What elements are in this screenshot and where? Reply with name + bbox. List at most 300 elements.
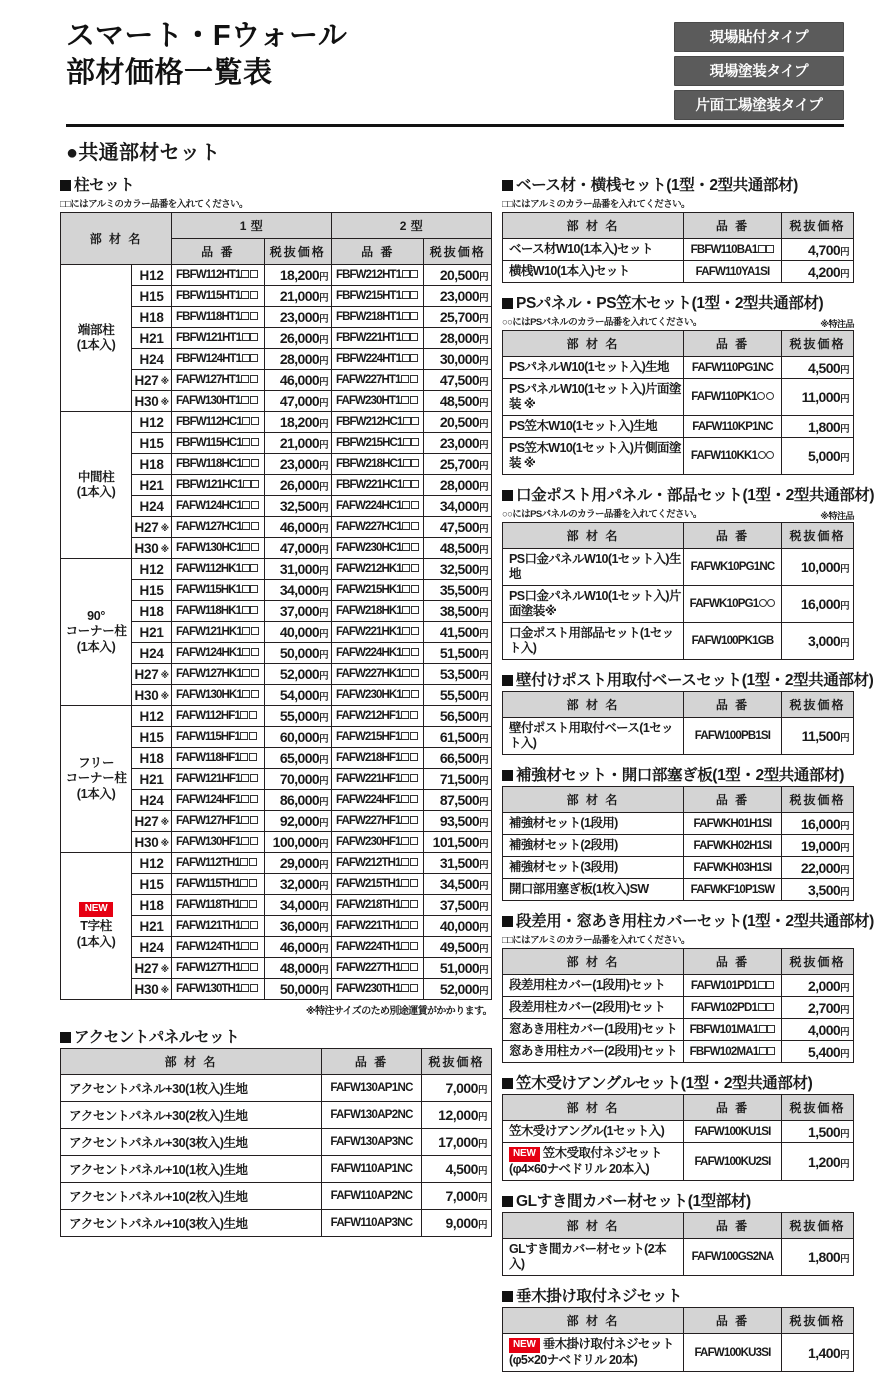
bullet-square-icon [60, 1032, 71, 1043]
price: 7,000円 [422, 1075, 492, 1102]
table-row [503, 813, 854, 835]
color-code-placeholder-icon [249, 753, 257, 761]
part-name-line: 口金ポスト用部品セット(1セット入) [509, 626, 674, 655]
height-label: H30 ※ [132, 832, 172, 853]
block-2 [502, 291, 854, 475]
new-badge: NEW [79, 902, 113, 917]
price-table [502, 330, 854, 475]
table-row [503, 1143, 854, 1181]
price: 4,200円 [782, 261, 854, 283]
product-code: FAFW130AP3NC [322, 1129, 422, 1156]
block-7 [502, 1071, 854, 1181]
product-code: FAFW100PB1SI [684, 718, 782, 755]
color-code-placeholder-icon [401, 396, 409, 404]
block-title-text: GLすき間カバー材セット(1型部材) [516, 1193, 751, 1210]
part-name [503, 813, 684, 835]
product-code: FAFW100KU3SI [684, 1334, 782, 1372]
product-code-type1: FAFW121TH1 [172, 916, 264, 937]
price-type1: 55,000円 [264, 706, 331, 727]
price-type2: 30,000円 [424, 349, 492, 370]
color-code-placeholder-icon [410, 312, 418, 320]
color-code-placeholder-icon [410, 921, 418, 929]
color-code-placeholder-icon [401, 816, 409, 824]
product-code: FAFW130AP1NC [322, 1075, 422, 1102]
color-code-placeholder-icon [402, 501, 410, 509]
price-table [502, 522, 854, 660]
color-code-placeholder-icon [250, 375, 258, 383]
price-type1: 26,000円 [264, 328, 331, 349]
color-code-placeholder-icon [250, 291, 258, 299]
height-label: H21 [132, 475, 172, 496]
group-label-line: フリー [78, 756, 115, 771]
bullet-square-icon [60, 180, 71, 191]
color-code-placeholder-icon [757, 392, 765, 400]
height-label: H27 ※ [132, 811, 172, 832]
color-code-placeholder-icon [251, 543, 259, 551]
block-title-text: 補強材セット・開口部塞ぎ板(1型・2型共通部材) [516, 767, 844, 784]
height-label: H15 [132, 433, 172, 454]
product-code: FBFW102MA1 [684, 1041, 782, 1063]
height-label: H21 [132, 769, 172, 790]
price-type1: 60,000円 [264, 727, 331, 748]
color-code-placeholder-icon [401, 984, 409, 992]
th-code-2: 品 番 [332, 239, 424, 265]
color-code-placeholder-icon [411, 438, 419, 446]
price-type2: 41,500円 [424, 622, 492, 643]
product-code: FAFW110KK1 [684, 438, 782, 475]
color-code-placeholder-icon [242, 606, 250, 614]
product-code-type2: FBFW212HT1 [332, 265, 424, 286]
color-code-placeholder-icon [242, 417, 250, 425]
bullet-square-icon [502, 916, 513, 927]
price-type2: 34,500円 [424, 874, 492, 895]
group-label-line: (1本入) [76, 934, 116, 949]
table-row [503, 261, 854, 283]
part-name-line: PS口金パネルW10(1セット入)片面塗装※ [509, 589, 681, 618]
price-type2: 93,500円 [424, 811, 492, 832]
height-label: H27 ※ [132, 517, 172, 538]
color-code-placeholder-icon [403, 480, 411, 488]
price-table [502, 1307, 854, 1372]
color-code-placeholder-icon [758, 451, 766, 459]
height-label: H18 [132, 601, 172, 622]
block-title-text: 柱セット [74, 177, 135, 194]
th-price: 税抜価格 [782, 523, 854, 549]
price-type1: 54,000円 [264, 685, 331, 706]
price: 7,000円 [422, 1183, 492, 1210]
product-code-type2: FAFW224HF1 [332, 790, 424, 811]
color-code-placeholder-icon [411, 417, 419, 425]
product-code-type1: FBFW118HC1 [172, 454, 264, 475]
price-type1: 52,000円 [264, 664, 331, 685]
color-code-placeholder-icon [251, 522, 259, 530]
color-code-placeholder-icon [410, 942, 418, 950]
group-label-line: 端部柱 [77, 322, 115, 337]
color-code-placeholder-icon [401, 795, 409, 803]
part-name-line: 段差用柱カバー(2段用)セット [509, 1000, 666, 1014]
color-code-placeholder-icon [410, 333, 418, 341]
color-code-placeholder-icon [242, 585, 250, 593]
height-label: H24 [132, 790, 172, 811]
table-row [503, 997, 854, 1019]
table-row [503, 1121, 854, 1143]
product-code-type2: FAFW230HF1 [332, 832, 424, 853]
price-table [502, 1212, 854, 1276]
price-type1: 100,000円 [264, 832, 331, 853]
pillar-group-label [61, 265, 132, 412]
pillar-price-table [60, 212, 492, 1000]
height-label: H27 ※ [132, 664, 172, 685]
product-code-type1: FBFW115HC1 [172, 433, 264, 454]
table-row [503, 1334, 854, 1372]
th-price: 税抜価格 [782, 1308, 854, 1334]
price-table [502, 212, 854, 283]
color-code-placeholder-icon [401, 942, 409, 950]
color-code-placeholder-icon [242, 333, 250, 341]
part-name [503, 438, 684, 475]
color-code-placeholder-icon [242, 669, 250, 677]
price-type2: 25,700円 [424, 307, 492, 328]
pillar-group-label [61, 559, 132, 706]
price-type1: 37,000円 [264, 601, 331, 622]
color-code-placeholder-icon [251, 459, 259, 467]
product-code-type2: FAFW227HF1 [332, 811, 424, 832]
th-part-name: 部 材 名 [503, 1095, 684, 1121]
table-row [503, 438, 854, 475]
price: 19,000円 [782, 835, 854, 857]
product-code-type2: FAFW224HC1 [332, 496, 424, 517]
color-code-placeholder-icon [251, 669, 259, 677]
block-note-row [502, 314, 854, 330]
product-code-type2: FAFW224HK1 [332, 643, 424, 664]
color-code-placeholder-icon [249, 711, 257, 719]
color-code-placeholder-icon [241, 291, 249, 299]
color-code-placeholder-icon [243, 480, 251, 488]
product-code-type1: FAFW115HK1 [172, 580, 264, 601]
asterisk-mark: ※ [158, 669, 169, 680]
product-code-type2: FAFW227HT1 [332, 370, 424, 391]
pillar-color-note: □□にはアルミのカラー品番を入れてください。 [60, 199, 248, 210]
height-label: H30 ※ [132, 979, 172, 1000]
price: 3,500円 [782, 879, 854, 901]
product-code-type2: FBFW224HT1 [332, 349, 424, 370]
color-code-placeholder-icon [251, 417, 259, 425]
height-label: H30 ※ [132, 391, 172, 412]
color-code-placeholder-icon [250, 837, 258, 845]
color-code-placeholder-icon [241, 774, 249, 782]
product-code-type1: FAFW124HC1 [172, 496, 264, 517]
th-price: 税抜価格 [782, 1213, 854, 1239]
color-code-placeholder-icon [403, 417, 411, 425]
asterisk-mark: ※ [158, 375, 169, 386]
table-row [61, 853, 492, 874]
table-row [503, 718, 854, 755]
color-code-placeholder-icon [250, 774, 258, 782]
block-note: □□にはアルミのカラー品番を入れてください。 [502, 935, 690, 946]
price-type2: 101,500円 [424, 832, 492, 853]
table-row [503, 239, 854, 261]
th-part-name: 部 材 名 [61, 1049, 322, 1075]
block-title-text: 口金ポスト用パネル・部品セット(1型・2型共通部材) [516, 487, 875, 504]
price-type2: 71,500円 [424, 769, 492, 790]
price-type2: 38,500円 [424, 601, 492, 622]
product-code-type1: FBFW124HT1 [172, 349, 264, 370]
color-code-placeholder-icon [401, 858, 409, 866]
th-code: 品 番 [684, 949, 782, 975]
product-code-type2: FBFW218HT1 [332, 307, 424, 328]
price: 1,800円 [782, 1239, 854, 1276]
color-code-placeholder-icon [402, 522, 410, 530]
height-label: H12 [132, 559, 172, 580]
bullet-square-icon [502, 675, 513, 686]
block-title [502, 483, 875, 505]
part-name-line: (φ4×60ナベドリル 20本入) [509, 1162, 650, 1176]
part-name-line: 補強材セット(2段用) [509, 838, 618, 852]
price-type1: 47,000円 [264, 391, 331, 412]
color-code-placeholder-icon [241, 270, 249, 278]
part-name [503, 1239, 684, 1276]
block-note: ○○にはPSパネルのカラー品番を入れてください。 [502, 317, 702, 328]
asterisk-mark: ※ [158, 984, 169, 995]
price: 11,500円 [782, 718, 854, 755]
height-label: H27 ※ [132, 958, 172, 979]
block-note-right: ※特注品 [820, 319, 854, 329]
color-code-placeholder-icon [242, 543, 250, 551]
block-title [502, 1284, 854, 1306]
block-title-text: PSパネル・PS笠木セット(1型・2型共通部材) [516, 295, 824, 312]
color-code-placeholder-icon [410, 375, 418, 383]
accent-panel-table [60, 1048, 492, 1237]
part-name [503, 1041, 684, 1063]
color-code-placeholder-icon [249, 858, 257, 866]
group-label-line: (1本入) [76, 338, 116, 352]
product-code-type1: FAFW127TH1 [172, 958, 264, 979]
price-type2: 51,500円 [424, 643, 492, 664]
part-name [503, 1143, 684, 1181]
color-code-placeholder-icon [402, 648, 410, 656]
height-label: H24 [132, 643, 172, 664]
pillar-group-label [61, 706, 132, 853]
table-row [503, 857, 854, 879]
part-name [503, 857, 684, 879]
group-label-line: (1本入) [76, 639, 116, 654]
part-name-line: 横桟W10(1本入)セット [509, 264, 630, 278]
height-label: H30 ※ [132, 685, 172, 706]
price-type2: 40,000円 [424, 916, 492, 937]
product-code-type1: FBFW112HC1 [172, 412, 264, 433]
th-part-name: 部 材 名 [503, 787, 684, 813]
part-name: アクセントパネル+30(1枚入)生地 [61, 1075, 322, 1102]
color-code-placeholder-icon [242, 459, 250, 467]
color-code-placeholder-icon [242, 627, 250, 635]
color-code-placeholder-icon [411, 501, 419, 509]
th-part-name: 部 材 名 [61, 213, 172, 265]
price: 22,000円 [782, 857, 854, 879]
price: 3,000円 [782, 623, 854, 660]
height-label: H15 [132, 286, 172, 307]
color-code-placeholder-icon [251, 627, 259, 635]
table-row [61, 559, 492, 580]
part-name [503, 1121, 684, 1143]
part-name-line: PSパネルW10(1セット入)片面塗装 ※ [509, 382, 681, 411]
product-code-type1: FAFW121HK1 [172, 622, 264, 643]
block-title [502, 1071, 854, 1093]
product-code-type1: FAFW118HK1 [172, 601, 264, 622]
product-code: FAFW110PG1NC [684, 357, 782, 379]
part-name [503, 835, 684, 857]
product-code-type1: FAFW112HF1 [172, 706, 264, 727]
part-name [503, 416, 684, 438]
part-name: アクセントパネル+30(2枚入)生地 [61, 1102, 322, 1129]
price-type2: 47,500円 [424, 370, 492, 391]
product-code-type2: FAFW227TH1 [332, 958, 424, 979]
price-type2: 55,500円 [424, 685, 492, 706]
price: 10,000円 [782, 549, 854, 586]
part-name [503, 623, 684, 660]
th-code: 品 番 [684, 523, 782, 549]
product-code-type1: FAFW130HK1 [172, 685, 264, 706]
price-type2: 49,500円 [424, 937, 492, 958]
price-type2: 66,500円 [424, 748, 492, 769]
block-title [502, 668, 874, 690]
color-code-placeholder-icon [251, 501, 259, 509]
th-code: 品 番 [684, 331, 782, 357]
price-type2: 53,500円 [424, 664, 492, 685]
color-code-placeholder-icon [411, 648, 419, 656]
th-part-name: 部 材 名 [503, 692, 684, 718]
price-type2: 48,500円 [424, 538, 492, 559]
color-code-placeholder-icon [402, 585, 410, 593]
price: 16,000円 [782, 813, 854, 835]
color-code-placeholder-icon [411, 606, 419, 614]
table-row [503, 379, 854, 416]
product-code-type1: FAFW118TH1 [172, 895, 264, 916]
height-label: H21 [132, 916, 172, 937]
price-type1: 32,000円 [264, 874, 331, 895]
product-code: FAFW100KU2SI [684, 1143, 782, 1181]
group-label-line: 中間柱 [77, 469, 115, 484]
title-line-1: スマート・Fウォール [66, 20, 348, 52]
part-name [503, 239, 684, 261]
table-row [503, 975, 854, 997]
color-code-placeholder-icon [401, 900, 409, 908]
color-code-placeholder-icon [251, 690, 259, 698]
color-code-placeholder-icon [402, 543, 410, 551]
th-part-name: 部 材 名 [503, 523, 684, 549]
price-type2: 52,000円 [424, 979, 492, 1000]
color-code-placeholder-icon [250, 564, 258, 572]
part-name-line: ベース材W10(1本入)セット [509, 242, 653, 256]
product-code: FAFW100PK1GB [684, 623, 782, 660]
color-code-placeholder-icon [410, 837, 418, 845]
part-name-line: GLすき間カバー材セット(2本入) [509, 1242, 666, 1271]
price: 12,000円 [422, 1102, 492, 1129]
product-code: FAFWKH02H1SI [684, 835, 782, 857]
part-name [503, 718, 684, 755]
price-type1: 36,000円 [264, 916, 331, 937]
product-code-type2: FAFW230HC1 [332, 538, 424, 559]
product-code-type1: FAFW124HK1 [172, 643, 264, 664]
block-title [502, 909, 874, 931]
color-code-placeholder-icon [758, 245, 766, 253]
color-code-placeholder-icon [411, 690, 419, 698]
bullet-square-icon [502, 180, 513, 191]
table-row [503, 623, 854, 660]
color-code-placeholder-icon [758, 1003, 766, 1011]
product-code-type1: FAFW118HF1 [172, 748, 264, 769]
height-label: H12 [132, 265, 172, 286]
price: 2,000円 [782, 975, 854, 997]
color-code-placeholder-icon [242, 648, 250, 656]
color-code-placeholder-icon [401, 921, 409, 929]
product-code-type2: FAFW212HF1 [332, 706, 424, 727]
product-code-type1: FAFW112HK1 [172, 559, 264, 580]
part-name-line: 補強材セット(3段用) [509, 860, 618, 874]
color-code-placeholder-icon [758, 981, 766, 989]
block-title-text: 段差用・窓あき用柱カバーセット(1型・2型共通部材) [516, 913, 874, 930]
color-code-placeholder-icon [250, 354, 258, 362]
price-table [502, 691, 854, 755]
product-code-type2: FBFW215HT1 [332, 286, 424, 307]
color-code-placeholder-icon [410, 753, 418, 761]
price-type1: 29,000円 [264, 853, 331, 874]
product-code: FAFW110AP2NC [322, 1183, 422, 1210]
product-code: FBFW110BA1 [684, 239, 782, 261]
color-code-placeholder-icon [410, 900, 418, 908]
price: 1,500円 [782, 1121, 854, 1143]
price-type1: 21,000円 [264, 286, 331, 307]
table-row [503, 549, 854, 586]
price: 1,400円 [782, 1334, 854, 1372]
th-code-1: 品 番 [172, 239, 264, 265]
block-4 [502, 668, 874, 755]
product-code-type1: FAFW115TH1 [172, 874, 264, 895]
title-line-2: 部材価格一覧表 [66, 57, 273, 90]
color-code-placeholder-icon [411, 585, 419, 593]
block-title [502, 173, 854, 195]
color-code-placeholder-icon [250, 606, 258, 614]
th-code: 品 番 [684, 692, 782, 718]
product-code-type1: FAFW115HF1 [172, 727, 264, 748]
product-code-type2: FAFW218HF1 [332, 748, 424, 769]
table-row [61, 1129, 492, 1156]
price-type2: 32,500円 [424, 559, 492, 580]
color-code-placeholder-icon [402, 270, 410, 278]
product-code: FAFW100GS2NA [684, 1239, 782, 1276]
pillar-table-body [61, 265, 492, 1000]
table-row [61, 1102, 492, 1129]
color-code-placeholder-icon [241, 963, 249, 971]
bullet-square-icon [502, 298, 513, 309]
height-label: H30 ※ [132, 538, 172, 559]
color-code-placeholder-icon [759, 1047, 767, 1055]
color-code-placeholder-icon [401, 963, 409, 971]
product-code: FAFW130AP2NC [322, 1102, 422, 1129]
product-code-type2: FAFW227HC1 [332, 517, 424, 538]
th-part-name: 部 材 名 [503, 331, 684, 357]
color-code-placeholder-icon [249, 900, 257, 908]
part-name-line: 開口部用塞ぎ板(1枚入)SW [509, 882, 649, 896]
price-type1: 21,000円 [264, 433, 331, 454]
part-name [503, 975, 684, 997]
product-code: FAFW102PD1 [684, 997, 782, 1019]
content-columns [0, 173, 894, 1380]
block-8 [502, 1189, 854, 1276]
height-label: H15 [132, 580, 172, 601]
color-code-placeholder-icon [401, 375, 409, 383]
th-price: 税抜価格 [782, 1095, 854, 1121]
asterisk-mark: ※ [158, 690, 169, 701]
